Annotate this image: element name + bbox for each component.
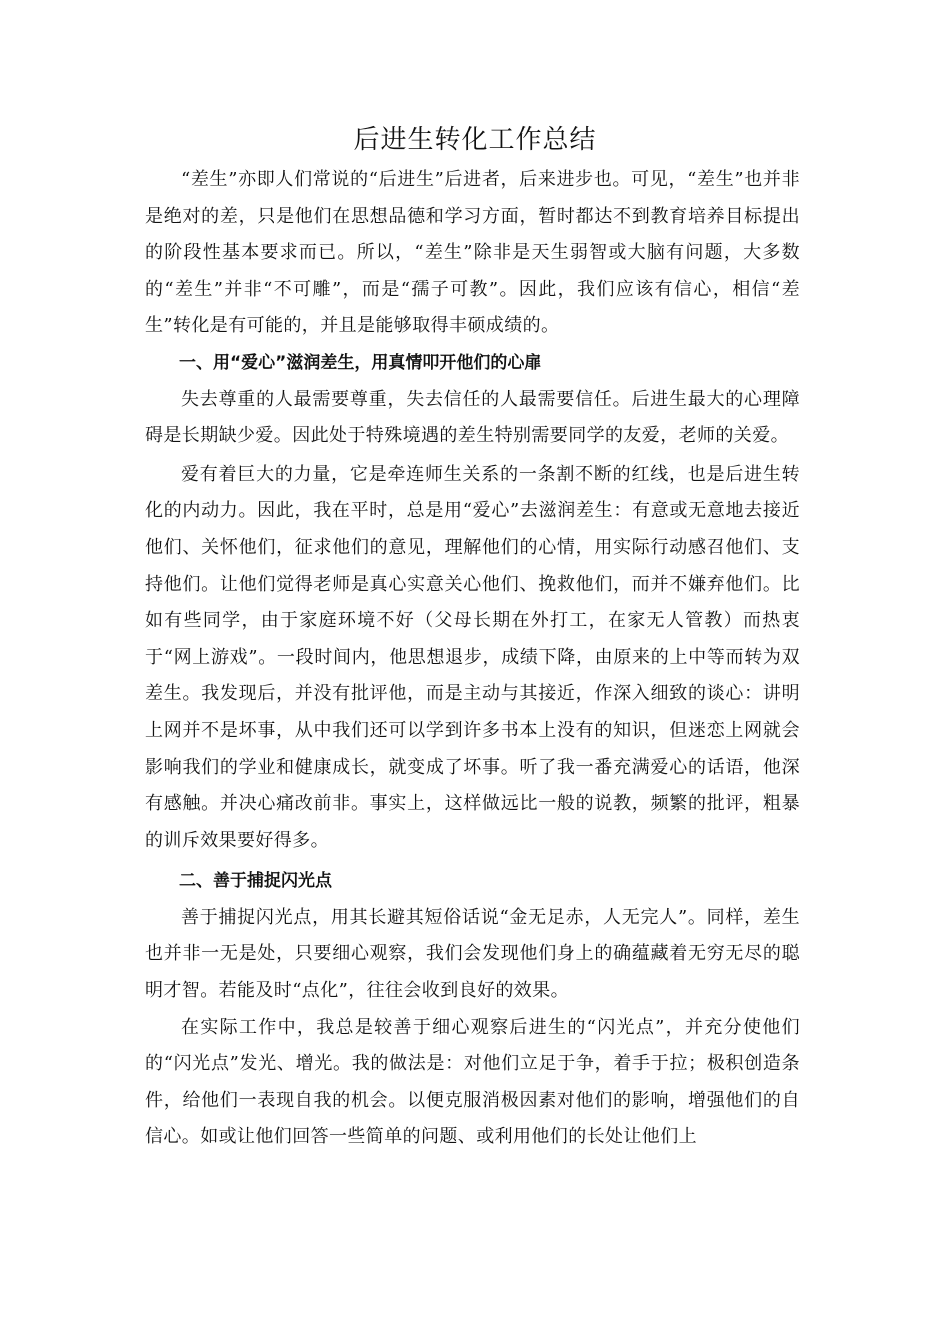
- section-1-paragraph-2: 爱有着巨大的力量，它是牵连师生关系的一条割不断的红线，也是后进生转化的内动力。因此，我在平时，总是用“爱心”去滋润差生：有意或无意地去接近他们、关怀他们，征求他们的意见，理解他们的心情，用实际行动感召他们、支持他们。让他们觉得老师是真心实意关心他们、挽救他们，而并不嫌弃他们。比如有些同学，由于家庭环境不好（父母长期在外打工，在家无人管教）而热衷于“网上游戏”。一段时间内，他思想退步，成绩下降，由原来的上中等而转为双差生。我发现后，并没有批评他，而是主动与其接近，作深入细致的谈心：讲明上网并不是坏事，从中我们还可以学到许多书本上没有的知识，但迷恋上网就会影响我们的学业和健康成长，就变成了坏事。听了我一番充满爱心的话语，他深有感触。并决心痛改前非。事实上，这样做远比一般的说教，频繁的批评，粗暴的训斥效果要好得多。: [145, 463, 800, 851]
- section-1-paragraph-1: 失去尊重的人最需要尊重，失去信任的人最需要信任。后进生最大的心理障碍是长期缺少爱。因此处于特殊境遇的差生特别需要同学的友爱，老师的关爱。: [145, 388, 800, 447]
- section-2-paragraph-1: 善于捕捉闪光点，用其长避其短俗话说“金无足赤，人无完人”。同样，差生也并非一无是处，只要细心观察，我们会发现他们身上的确蕴藏着无穷无尽的聪明才智。若能及时“点化”，往往会收到良好的效果。: [145, 906, 800, 1002]
- section-2-paragraph-2: 在实际工作中，我总是较善于细心观察后进生的“闪光点”，并充分使他们的“闪光点”发光、增光。我的做法是：对他们立足于争，着手于拉；极积创造条件，给他们一表现自我的机会。以便克服消极因素对他们的影响，增强他们的自信心。如或让他们回答一些简单的问题、或利用他们的长处让他们上: [145, 1016, 800, 1148]
- section-heading-1: 一、用“爱心”滋润差生，用真情叩开他们的心扉: [179, 352, 542, 373]
- intro-paragraph: “差生”亦即人们常说的“后进生”后进者，后来进步也。可见，“差生”也并非是绝对的差，只是他们在思想品德和学习方面，暂时都达不到教育培养目标提出的阶段性基本要求而已。所以，“差生”除非是天生弱智或大脑有问题，大多数的“差生”并非“不可雕”，而是“孺子可教”。因此，我们应该有信心，相信“差生”转化是有可能的，并且是能够取得丰硕成绩的。: [145, 169, 800, 337]
- document-title: 后进生转化工作总结: [353, 125, 597, 155]
- section-heading-2: 二、善于捕捉闪光点: [179, 871, 332, 892]
- document-body: [145, 162, 800, 1156]
